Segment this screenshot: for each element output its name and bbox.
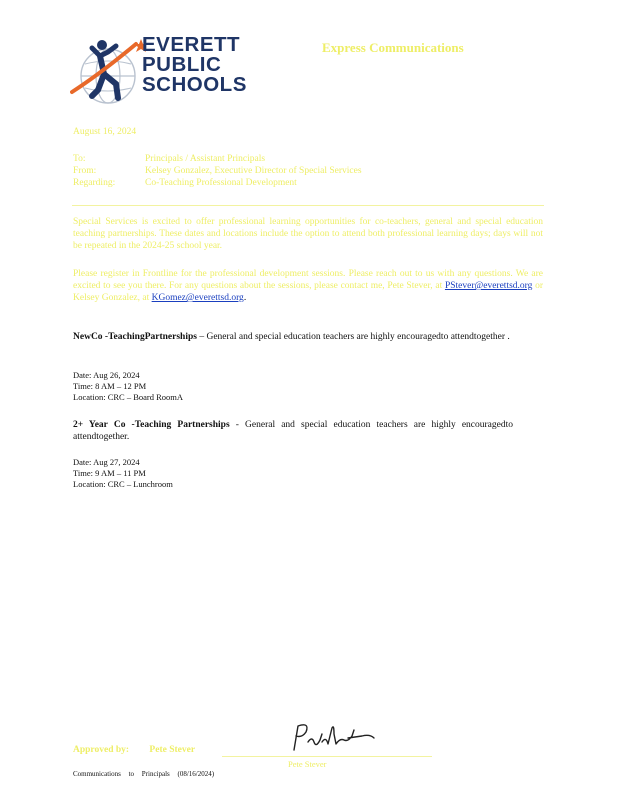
runner-globe-logo-icon — [70, 34, 146, 110]
signer-name: Pete Stever — [288, 759, 327, 769]
logo-wordmark — [142, 35, 247, 95]
session-2-desc: - General and special education teachers are highly encouragedto attendtogether. — [73, 420, 513, 442]
approved-by-label — [73, 744, 195, 756]
session-1-title: NewCo -TeachingPartnerships — [73, 332, 197, 342]
logo-line-3: SCHOOLS — [142, 73, 247, 96]
session-1-time: Time: 8 AM – 12 PM — [73, 381, 147, 391]
from-label: From: — [73, 166, 97, 176]
footer-text: Communications to Principals (08/16/2024) — [73, 770, 215, 778]
memo-address-block — [73, 153, 543, 189]
contact-mid-text: or Kelsey Gonzalez, at — [73, 281, 544, 303]
approved-value: Pete Stever — [149, 745, 196, 755]
to-label: To: — [73, 154, 86, 164]
header-divider — [72, 205, 544, 206]
approved-label: Approved by: — [73, 745, 130, 755]
from-value: Kelsey Gonzalez, Executive Director of Special Services — [145, 166, 362, 176]
logo-line-2: PUBLIC — [142, 53, 222, 76]
signature-line — [222, 756, 432, 757]
regarding-label: Regarding: — [73, 178, 116, 188]
intro-paragraph: Special Services is excited to offer professional learning opportunities for co-teachers, general and special education teaching partnerships. These dates and locations include the option to attend both professional learning days; days will not be repeated in the 2024-25 school year. — [73, 217, 543, 251]
memo-date: August 16, 2024 — [73, 127, 137, 137]
logo-line-1: EVERETT — [142, 33, 241, 56]
session-1-description — [73, 331, 513, 343]
session-1-details — [73, 370, 183, 403]
to-value: Principals / Assistant Principals — [145, 154, 266, 164]
session-1-desc: – General and special education teachers are highly encouragedto attendtogether . — [199, 332, 510, 342]
session-2-description — [73, 419, 513, 443]
session-1-location: Location: CRC – Board RoomA — [73, 392, 184, 402]
email-link-kgomez[interactable]: KGomez@everettsd.org — [151, 293, 244, 303]
session-2-date: Date: Aug 27, 2024 — [73, 457, 140, 467]
email-link-pstever[interactable]: PStever@everettsd.org — [444, 281, 533, 291]
contact-end-text: . — [243, 293, 247, 303]
contact-paragraph — [73, 268, 543, 304]
session-1-date: Date: Aug 26, 2024 — [73, 370, 140, 380]
session-2-details — [73, 457, 173, 490]
session-2-time: Time: 9 AM – 11 PM — [73, 468, 146, 478]
memo-heading: Express Communications — [322, 40, 464, 55]
contact-lead-text: Please register in Frontline for the professional development sessions. Please reach out to us with any questions. We are excited to see you there. For any questions about the sessions, please contact me, Pete Stever, at — [73, 269, 543, 291]
session-2-title: 2+ Year Co -Teaching Partnerships — [73, 420, 230, 430]
session-2-location: Location: CRC – Lunchroom — [73, 479, 173, 489]
regarding-value: Co-Teaching Professional Development — [145, 178, 297, 188]
handwritten-signature — [288, 720, 378, 756]
